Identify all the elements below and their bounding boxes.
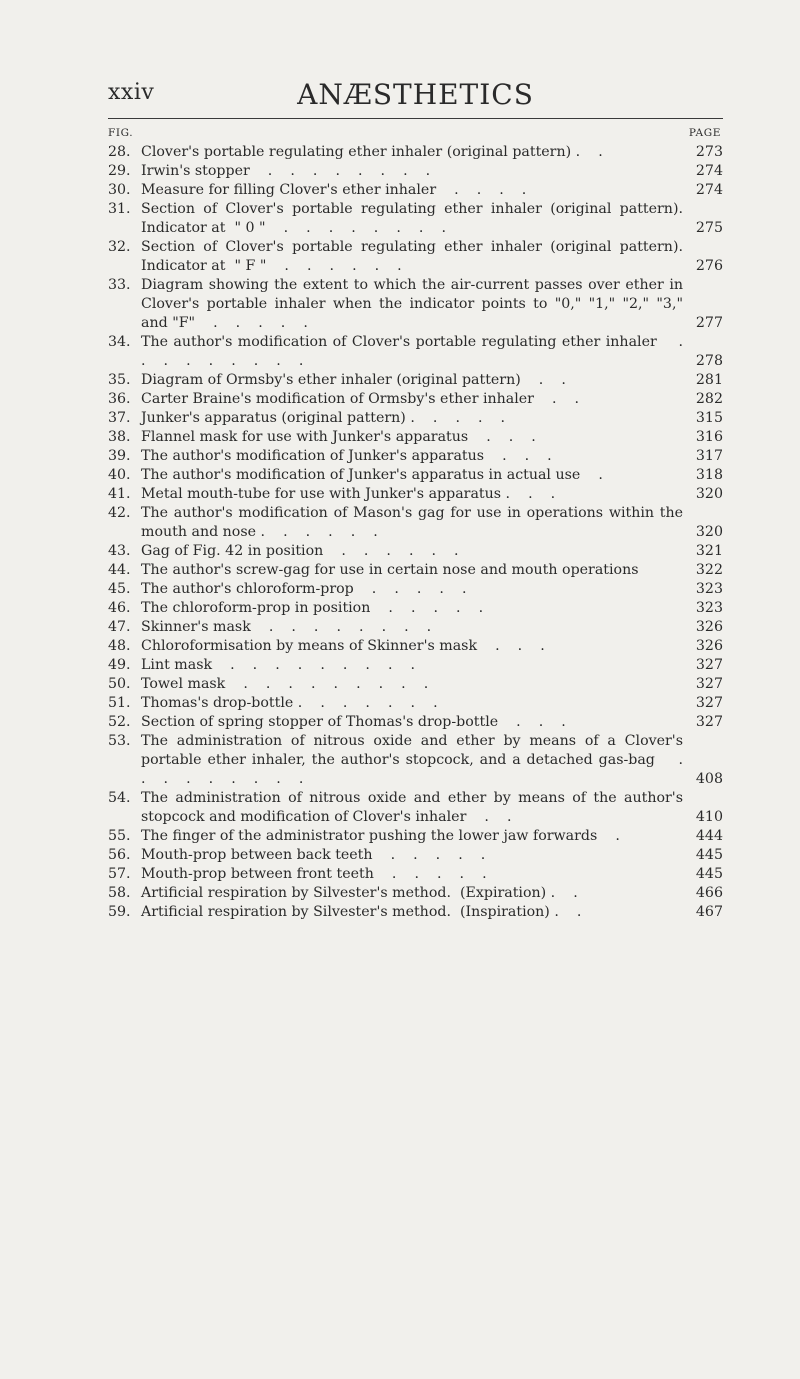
figure-number: 49. (108, 657, 131, 673)
figure-caption: Junker's apparatus (original pattern) . . . . . (141, 410, 506, 426)
figure-number: 32. (108, 239, 131, 255)
page-reference: 275 (695, 220, 723, 236)
figure-number: 37. (108, 410, 131, 426)
page-reference: 445 (695, 847, 723, 863)
list-item (108, 409, 723, 428)
figure-number: 46. (108, 600, 131, 616)
figure-number: 28. (108, 144, 131, 160)
figure-number: 43. (108, 543, 131, 559)
figure-caption: Gag of Fig. 42 in position . . . . . . (141, 543, 459, 559)
page-reference: 327 (695, 695, 723, 711)
figure-number: 34. (108, 334, 131, 350)
list-item (108, 827, 723, 846)
figure-caption: Mouth-prop between back teeth . . . . . (141, 847, 486, 863)
figure-number: 41. (108, 486, 131, 502)
figure-caption: Mouth-prop between front teeth . . . . . (141, 866, 487, 882)
page-reference: 467 (695, 904, 723, 920)
list-item (108, 143, 723, 162)
figure-number: 57. (108, 866, 131, 882)
page-reference: 317 (695, 448, 723, 464)
figure-caption: Measure for filling Clover's ether inhaler . . . . (141, 182, 527, 198)
page-reference: 445 (695, 866, 723, 882)
page-reference: 323 (695, 600, 723, 616)
list-item (108, 675, 723, 694)
list-item (108, 181, 723, 200)
figure-number: 54. (108, 790, 131, 806)
page-number: xxiv (108, 80, 155, 105)
list-item (108, 428, 723, 447)
figure-caption: Section of Clover's portable regulating ether inhaler (original pattern). Indicator at " 0 " . . . . . . . . (141, 201, 688, 236)
list-item (108, 561, 723, 580)
figure-caption: Towel mask . . . . . . . . . (141, 676, 429, 692)
figure-number: 45. (108, 581, 131, 597)
page-reference: 326 (695, 638, 723, 654)
figure-number: 29. (108, 163, 131, 179)
figure-caption: Chloroformisation by means of Skinner's mask . . . (141, 638, 545, 654)
page-reference: 444 (695, 828, 723, 844)
page-reference: 408 (695, 771, 723, 787)
list-item (108, 599, 723, 618)
list-item (108, 276, 723, 333)
page-reference: 274 (695, 163, 723, 179)
figure-number: 59. (108, 904, 131, 920)
page-reference: 278 (695, 353, 723, 369)
list-item (108, 504, 723, 542)
list-item (108, 713, 723, 732)
list-item (108, 846, 723, 865)
figure-list (108, 143, 723, 922)
figure-number: 44. (108, 562, 131, 578)
list-item (108, 618, 723, 637)
page-reference: 315 (695, 410, 723, 426)
page-reference: 282 (695, 391, 723, 407)
figure-number: 56. (108, 847, 131, 863)
list-item (108, 789, 723, 827)
figure-caption: Artificial respiration by Silvester's method. (Inspiration) . . (141, 904, 582, 920)
figure-caption: The administration of nitrous oxide and ether by means of the author's stopcock and modification of Clover's inhaler . . (141, 790, 688, 825)
figure-caption: The finger of the administrator pushing the lower jaw forwards . (141, 828, 620, 844)
figure-caption: Carter Braine's modification of Ormsby's ether inhaler . . (141, 391, 580, 407)
list-item (108, 865, 723, 884)
figure-caption: Section of Clover's portable regulating ether inhaler (original pattern). Indicator at " F " . . . . . . (141, 239, 693, 274)
list-item (108, 466, 723, 485)
book-title: ANÆSTHETICS (297, 78, 534, 111)
page-reference: 327 (695, 657, 723, 673)
page-reference: 327 (695, 676, 723, 692)
list-item (108, 656, 723, 675)
list-item (108, 732, 723, 789)
column-headings (108, 125, 723, 143)
figure-caption: Clover's portable regulating ether inhaler (original pattern) . . (141, 144, 603, 160)
figure-caption: The chloroform-prop in position . . . . . (141, 600, 484, 616)
figure-number: 48. (108, 638, 131, 654)
page-reference: 277 (695, 315, 723, 331)
page-reference: 321 (695, 543, 723, 559)
figure-number: 58. (108, 885, 131, 901)
figure-number: 40. (108, 467, 131, 483)
figure-number: 52. (108, 714, 131, 730)
figure-number: 30. (108, 182, 131, 198)
figure-number: 38. (108, 429, 131, 445)
list-item (108, 903, 723, 922)
figure-caption: Diagram showing the extent to which the air-current passes over ether in Clover's portable inhaler when the indicator points to "0," "1," "2," "3," and "F" . . . . . (141, 277, 688, 331)
list-item (108, 694, 723, 713)
figure-number: 47. (108, 619, 131, 635)
list-item (108, 200, 723, 238)
list-item (108, 485, 723, 504)
figure-number: 51. (108, 695, 131, 711)
list-item (108, 580, 723, 599)
list-item (108, 371, 723, 390)
page-reference: 281 (695, 372, 723, 388)
figure-number: 39. (108, 448, 131, 464)
figure-caption: Lint mask . . . . . . . . . (141, 657, 416, 673)
figure-caption: Flannel mask for use with Junker's apparatus . . . (141, 429, 536, 445)
page-column-heading: PAGE (688, 127, 721, 139)
page-reference: 327 (695, 714, 723, 730)
page-reference: 326 (695, 619, 723, 635)
page-reference: 322 (695, 562, 723, 578)
page-reference: 273 (695, 144, 723, 160)
page-reference: 316 (695, 429, 723, 445)
fig-column-heading: FIG. (108, 127, 134, 139)
figure-number: 36. (108, 391, 131, 407)
figure-caption: The author's modification of Clover's portable regulating ether inhaler . . . . . . . . . (141, 334, 702, 369)
list-item (108, 637, 723, 656)
list-item (108, 162, 723, 181)
figure-number: 55. (108, 828, 131, 844)
figure-number: 53. (108, 733, 131, 749)
list-item (108, 333, 723, 371)
page-reference: 410 (695, 809, 723, 825)
figure-caption: Artificial respiration by Silvester's method. (Expiration) . . (141, 885, 578, 901)
list-item (108, 884, 723, 903)
figure-number: 35. (108, 372, 131, 388)
page-reference: 318 (695, 467, 723, 483)
figure-caption: The author's modification of Junker's apparatus in actual use . (141, 467, 603, 483)
page-reference: 320 (695, 524, 723, 540)
page-reference: 323 (695, 581, 723, 597)
figure-caption: Metal mouth-tube for use with Junker's apparatus . . . (141, 486, 556, 502)
figure-caption: The author's screw-gag for use in certain nose and mouth operations (141, 562, 639, 578)
figure-caption: Irwin's stopper . . . . . . . . (141, 163, 431, 179)
page-reference: 320 (695, 486, 723, 502)
figure-caption: The author's modification of Mason's gag for use in operations within the mouth and nose . . . . . . (141, 505, 688, 540)
figure-caption: Diagram of Ormsby's ether inhaler (original pattern) . . (141, 372, 566, 388)
list-item (108, 447, 723, 466)
list-item (108, 238, 723, 276)
page-reference: 274 (695, 182, 723, 198)
page-reference: 276 (695, 258, 723, 274)
page-reference: 466 (695, 885, 723, 901)
figure-number: 33. (108, 277, 131, 293)
figure-caption: The author's chloroform-prop . . . . . (141, 581, 467, 597)
list-item (108, 390, 723, 409)
figure-caption: Thomas's drop-bottle . . . . . . . (141, 695, 438, 711)
list-item (108, 542, 723, 561)
figure-number: 31. (108, 201, 131, 217)
running-head (108, 78, 723, 119)
figure-caption: Section of spring stopper of Thomas's drop-bottle . . . (141, 714, 566, 730)
book-page (108, 78, 723, 922)
figure-caption: Skinner's mask . . . . . . . . (141, 619, 432, 635)
figure-caption: The administration of nitrous oxide and ether by means of a Clover's portable ether inhaler, the author's stopcock, and a detached gas-bag . . . . . . . . . (141, 733, 702, 787)
figure-number: 42. (108, 505, 131, 521)
figure-caption: The author's modification of Junker's apparatus . . . (141, 448, 552, 464)
figure-number: 50. (108, 676, 131, 692)
